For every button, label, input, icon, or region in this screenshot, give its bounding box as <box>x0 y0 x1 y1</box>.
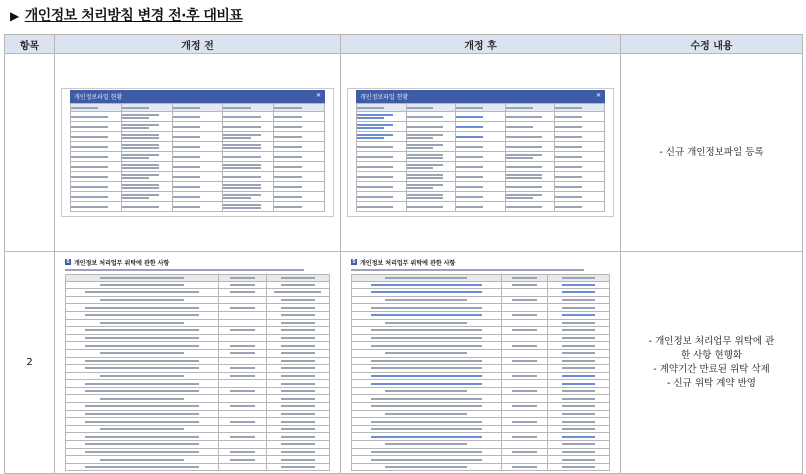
change-description <box>621 252 803 474</box>
before-screenshot-cell <box>55 252 341 474</box>
page-title: ▶ 개인정보 처리방침 변경 전·후 대비표 <box>10 8 243 24</box>
change-line: - 신규 개인정보파일 등록 <box>659 146 764 158</box>
after-file-status-thumbnail <box>341 84 620 221</box>
header-row <box>5 35 803 54</box>
after-entrustment-table <box>351 274 610 472</box>
after-file-table <box>356 103 605 212</box>
table-row <box>5 54 803 252</box>
before-section-title: 개인정보 처리업무 위탁에 관한 사항 <box>74 259 170 267</box>
change-line: - 개인정보 처리업무 위탁에 관 <box>648 335 775 347</box>
before-entrustment-thumbnail <box>55 254 340 472</box>
after-screenshot-cell <box>341 54 621 252</box>
close-icon: ✕ <box>315 92 321 99</box>
after-section-title: 개인정보 처리업무 위탁에 관한 사항 <box>360 259 456 267</box>
table-row <box>5 252 803 474</box>
after-entrustment-thumbnail <box>341 254 620 472</box>
header-after: 개정 후 <box>341 35 621 54</box>
header-before: 개정 전 <box>55 35 341 54</box>
comparison-table <box>4 34 803 474</box>
before-file-status-thumbnail <box>55 84 340 221</box>
row-item-number <box>5 54 55 252</box>
before-file-table <box>70 103 325 212</box>
after-panel-title: 개인정보파일 현황 <box>360 94 409 101</box>
row-item-number: 2 <box>5 252 55 474</box>
before-panel-title: 개인정보파일 현황 <box>74 94 123 101</box>
close-icon: ✕ <box>595 92 601 99</box>
change-line: - 계약기간 만료된 위탁 삭제 <box>653 363 770 375</box>
change-line: 한 사항 현행화 <box>680 349 743 361</box>
change-description <box>621 54 803 252</box>
change-line: - 신규 위탁 계약 반영 <box>667 377 756 389</box>
header-item: 항목 <box>5 35 55 54</box>
header-change: 수정 내용 <box>621 35 803 54</box>
after-screenshot-cell <box>341 252 621 474</box>
section-number-icon: 5 <box>66 259 70 266</box>
section-number-icon: 5 <box>352 259 356 266</box>
triangle-bullet-icon: ▶ <box>10 9 19 23</box>
before-entrustment-table <box>65 274 330 472</box>
before-screenshot-cell <box>55 54 341 252</box>
